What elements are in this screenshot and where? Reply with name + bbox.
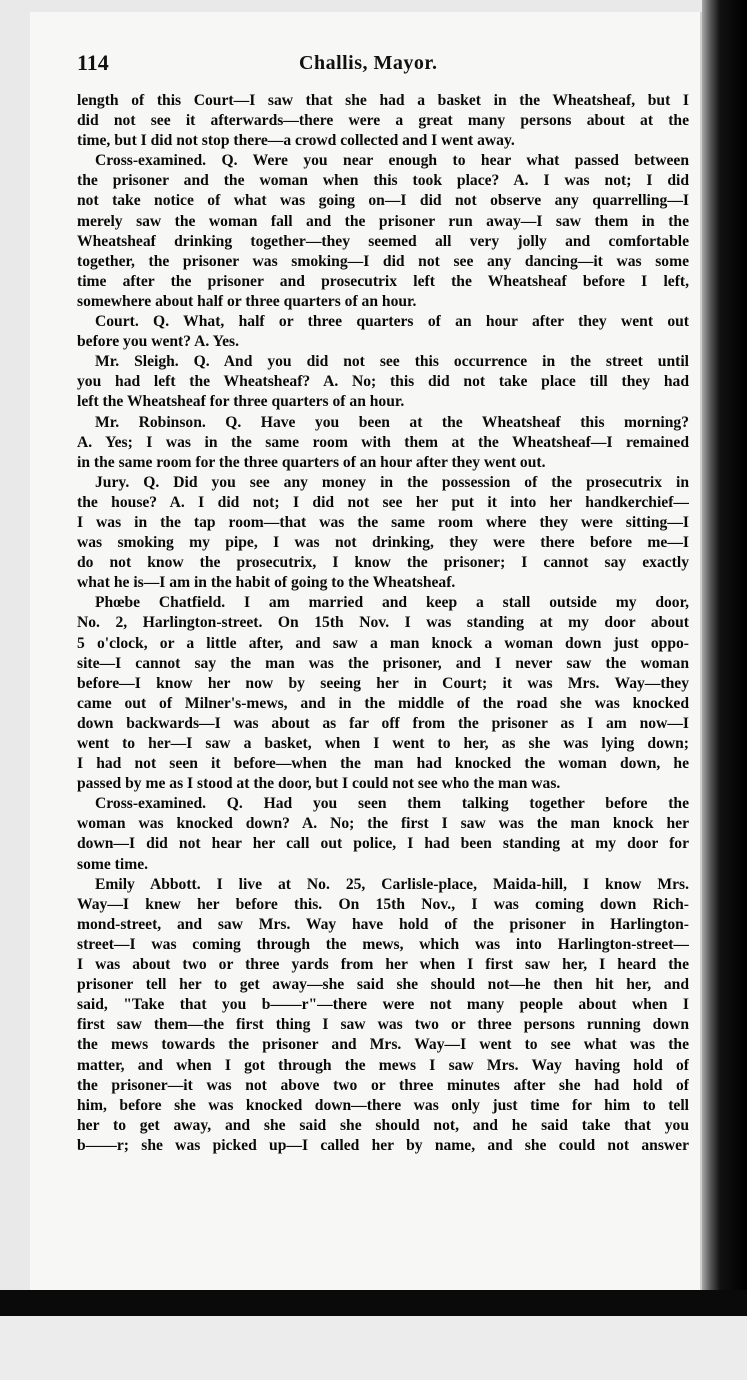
text-line: I had not seen it before—when the man had knocked the woman down, he [77, 755, 689, 773]
text-line: down backwards—I was about as far off from the prisoner as I am now—I [77, 714, 689, 732]
text-line: mond-street, and saw Mrs. Way have hold of the prisoner in Harlington- [77, 915, 689, 933]
text-line: Mr. Sleigh. Q. And you did not see this occurrence in the street until [95, 353, 689, 371]
text-line: before you went? A. Yes. [77, 333, 239, 351]
text-line: not take notice of what was going on—I did not observe any quarrelling—I [77, 192, 689, 210]
text-line: some time. [77, 855, 149, 873]
text-line: site—I cannot say the man was the prisoner, and I never saw the woman [77, 654, 689, 672]
text-line: you had left the Wheatsheaf? A. No; this did not take place till they had [77, 373, 689, 391]
scan-bottom-margin [0, 1316, 747, 1380]
text-line: the prisoner—it was not above two or three minutes after she had hold of [77, 1076, 689, 1094]
text-line: Wheatsheaf drinking together—they seemed all very jolly and comfortable [77, 232, 689, 250]
text-line: before—I know her now by seeing her in Court; it was Mrs. Way—they [77, 674, 689, 692]
text-line: her to get away, and she said she should not, and he said take that you [77, 1116, 689, 1134]
text-line: Jury. Q. Did you see any money in the possession of the prosecutrix in [95, 473, 689, 491]
text-line: was smoking my pipe, I was not drinking, they were there before me—I [77, 534, 689, 552]
text-line: time after the prisoner and prosecutrix left the Wheatsheaf before I left, [77, 272, 689, 290]
text-line: Court. Q. What, half or three quarters of an hour after they went out [95, 313, 689, 331]
text-line: No. 2, Harlington-street. On 15th Nov. I was standing at my door about [77, 614, 689, 632]
text-line: woman was knocked down? A. No; the first I saw was the man knock her [77, 815, 689, 833]
body-text [77, 91, 689, 1156]
text-line: came out of Milner's-mews, and in the middle of the road she was knocked [77, 694, 689, 712]
page-bottom-shadow [0, 1290, 747, 1316]
text-line: first saw them—the first thing I saw was two or three persons running down [77, 1016, 689, 1034]
text-line: went to her—I saw a basket, when I went to her, as she was lying down; [77, 735, 689, 752]
text-line: did not see it afterwards—there were a great many persons about at the [77, 112, 689, 130]
text-line: Cross-examined. Q. Had you seen them talking together before the [95, 795, 689, 813]
text-line: Mr. Robinson. Q. Have you been at the Wheatsheaf this morning? [95, 413, 689, 431]
text-line: together, the prisoner was smoking—I did not see any dancing—it was some [77, 252, 689, 270]
text-line: down—I did not hear her call out police, I had been standing at my door for [77, 835, 689, 853]
text-line: the house? A. I did not; I did not see her put it into her handkerchief— [77, 493, 689, 511]
text-line: I was in the tap room—that was the same room where they were sitting—I [77, 513, 689, 531]
text-line: do not know the prosecutrix, I know the prisoner; I cannot say exactly [77, 554, 689, 572]
text-line: b——r; she was picked up—I called her by name, and she could not answer [77, 1136, 689, 1154]
page-header [77, 50, 689, 78]
text-line: him, before she was knocked down—there was only just time for him to tell [77, 1096, 689, 1114]
text-line: street—I was coming through the mews, which was into Harlington-street— [77, 935, 689, 953]
text-line: passed by me as I stood at the door, but I could not see who the man was. [77, 775, 561, 793]
text-line: merely saw the woman fall and the prisoner run away—I saw them in the [77, 212, 689, 230]
text-line: 5 o'clock, or a little after, and saw a man knock a woman down just oppo- [77, 634, 689, 652]
text-line: the mews towards the prisoner and Mrs. Way—I went to see what was the [77, 1036, 689, 1054]
text-line: the prisoner and the woman when this took place? A. I was not; I did [77, 172, 689, 190]
page-number: 114 [77, 50, 109, 75]
text-line: length of this Court—I saw that she had a basket in the Wheatsheaf, but I [77, 92, 689, 109]
text-line: I was about two or three yards from her when I first saw her, I heard the [77, 956, 689, 974]
text-line: matter, and when I got through the mews I saw Mrs. Way having hold of [77, 1056, 689, 1074]
text-line: what he is—I am in the habit of going to the Wheatsheaf. [77, 574, 456, 592]
text-line: in the same room for the three quarters of an hour after they went out. [77, 453, 546, 471]
text-line: Emily Abbott. I live at No. 25, Carlisle-place, Maida-hill, I know Mrs. [95, 875, 689, 893]
text-line: Way—I knew her before this. On 15th Nov., I was coming down Rich- [77, 895, 689, 913]
book-binding-edge [702, 0, 747, 1380]
text-line: left the Wheatsheaf for three quarters of an hour. [77, 393, 405, 411]
text-line: prisoner tell her to get away—she said she should not—he then hit her, and [77, 976, 689, 994]
text-line: Cross-examined. Q. Were you near enough to hear what passed between [95, 152, 689, 170]
running-head: Challis, Mayor. [299, 52, 438, 74]
text-line: Phœbe Chatfield. I am married and keep a stall outside my door, [95, 594, 689, 612]
text-line: time, but I did not stop there—a crowd collected and I went away. [77, 132, 515, 150]
text-line: said, "Take that you b——r"—there were not many people about when I [77, 996, 689, 1014]
text-line: somewhere about half or three quarters of an hour. [77, 292, 417, 310]
text-line: A. Yes; I was in the same room with them at the Wheatsheaf—I remained [77, 433, 689, 451]
